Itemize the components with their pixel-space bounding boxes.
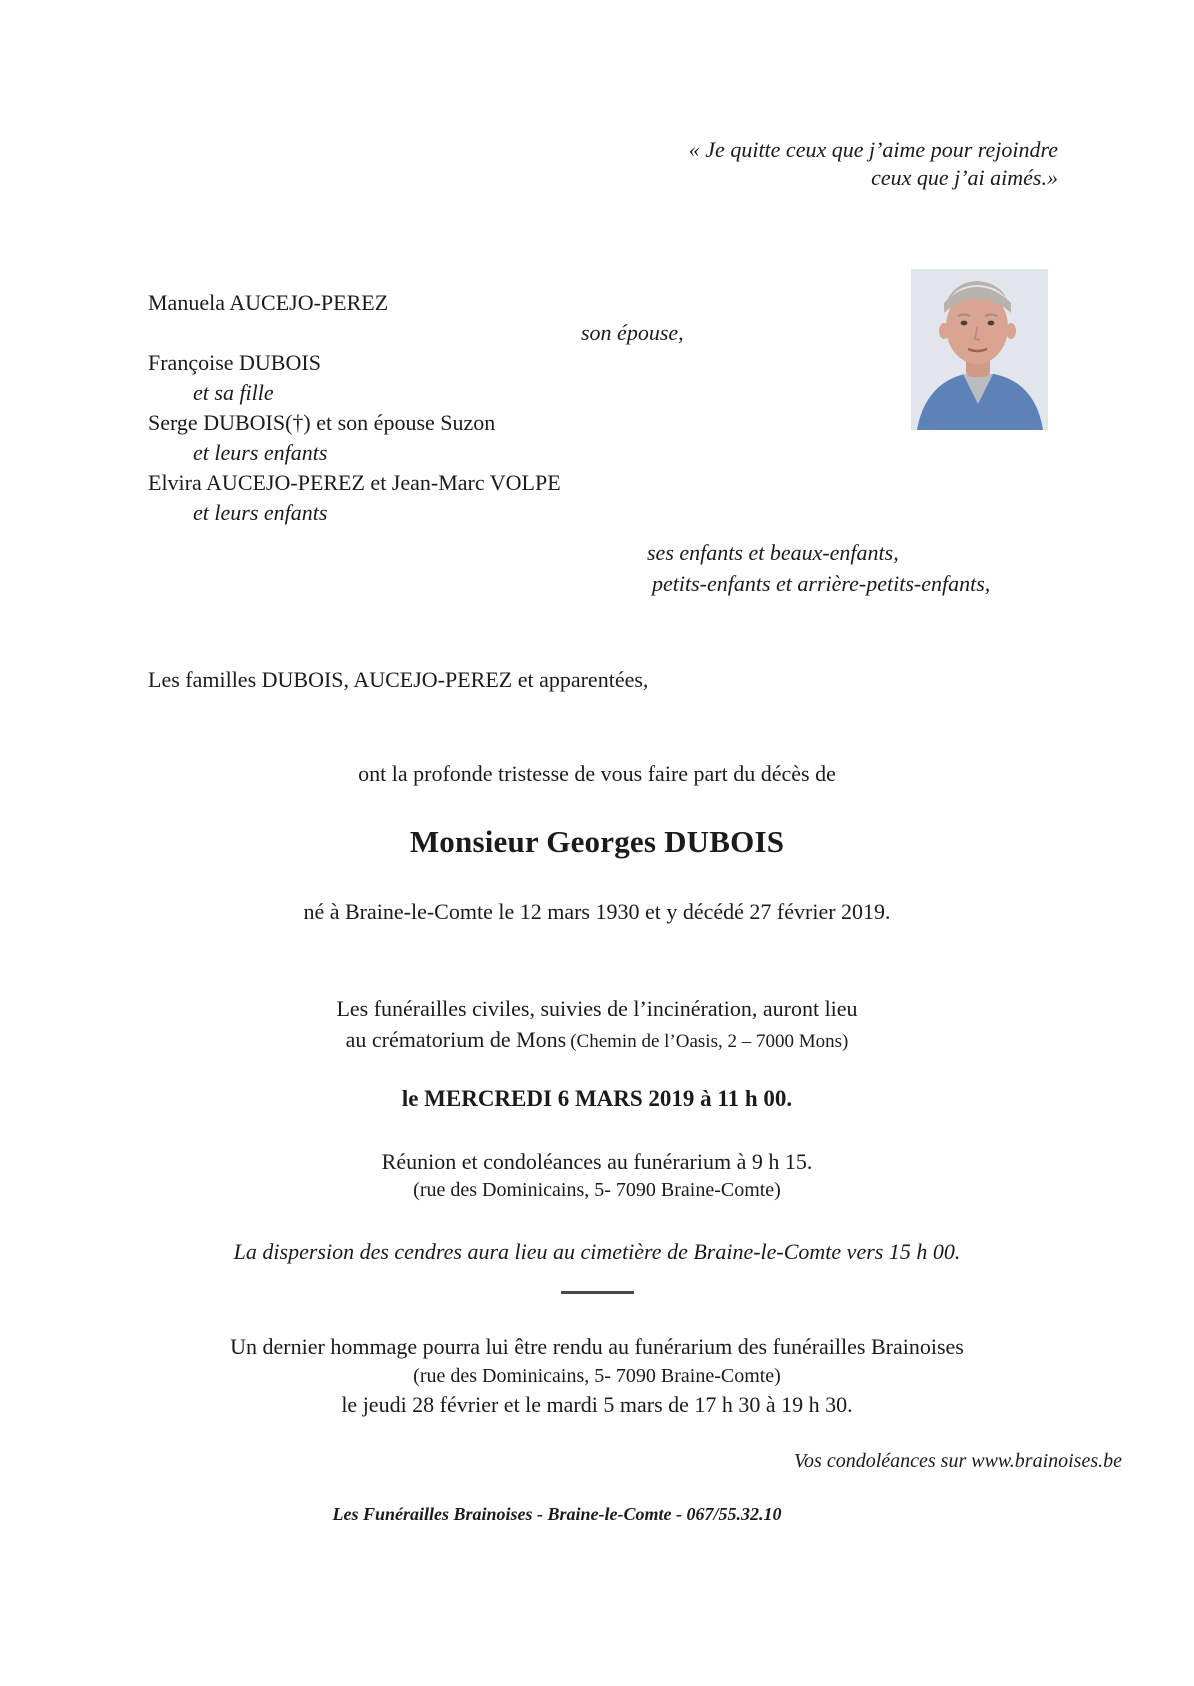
- portrait-photo-graphic: [911, 269, 1048, 430]
- ceremony-datetime: le MERCREDI 6 MARS 2019 à 11 h 00.: [401, 1086, 793, 1111]
- epigraph-line-1: « Je quitte ceux que j’aime pour rejoindre: [688, 137, 1058, 162]
- family-member-line: Elvira AUCEJO-PEREZ et Jean-Marc VOLPE: [148, 470, 561, 495]
- portrait-photo: [911, 269, 1048, 430]
- epigraph-line-2: ceux que j’ai aimés.»: [871, 165, 1058, 190]
- ceremony-line-1: Les funérailles civiles, suivies de l’incinération, auront lieu: [336, 996, 858, 1021]
- tribute-address: (rue des Dominicains, 5- 7090 Braine-Comte): [413, 1365, 781, 1387]
- tribute-times: le jeudi 28 février et le mardi 5 mars de 17 h 30 à 19 h 30.: [341, 1392, 853, 1417]
- family-member-line: Manuela AUCEJO-PEREZ: [148, 290, 389, 315]
- funeral-home-footer: Les Funérailles Brainoises - Braine-le-Comte - 067/55.32.10: [332, 1504, 782, 1524]
- ceremony-line-2: [0, 1024, 1194, 1057]
- birth-death-line: né à Braine-le-Comte le 12 mars 1930 et y décédé 27 février 2019.: [303, 899, 891, 924]
- gathering-line: Réunion et condoléances au funérarium à 9 h 15.: [381, 1149, 813, 1174]
- relationship-line: et leurs enfants: [193, 500, 328, 525]
- family-member-line: Françoise DUBOIS: [148, 350, 321, 375]
- online-condolences-line: Vos condoléances sur www.brainoises.be: [794, 1450, 1122, 1472]
- ceremony-details: [0, 993, 1194, 1057]
- deceased-name: Monsieur Georges DUBOIS: [409, 824, 785, 859]
- crematorium-address: (Chemin de l’Oasis, 2 – 7000 Mons): [570, 1031, 849, 1052]
- gathering-address: (rue des Dominicains, 5- 7090 Braine-Comte): [413, 1179, 781, 1201]
- epigraph-quote: [689, 136, 1058, 192]
- relationship-line: son épouse,: [581, 320, 684, 345]
- crematorium-text: au crématorium de Mons: [345, 1027, 567, 1052]
- section-divider: [561, 1291, 634, 1294]
- relationship-line: et leurs enfants: [193, 440, 328, 465]
- families-line: Les familles DUBOIS, AUCEJO-PEREZ et apparentées,: [148, 667, 649, 692]
- ashes-dispersion-line: La dispersion des cendres aura lieu au cimetière de Braine-le-Comte vers 15 h 00.: [233, 1239, 961, 1264]
- descendants-line-1: ses enfants et beaux-enfants,: [647, 540, 899, 565]
- descendants-lines: [647, 537, 990, 599]
- family-member-line: Serge DUBOIS(†) et son épouse Suzon: [148, 410, 496, 435]
- relationship-line: et sa fille: [193, 380, 274, 405]
- announcement-intro: ont la profonde tristesse de vous faire part du décès de: [358, 761, 836, 786]
- tribute-line: Un dernier hommage pourra lui être rendu au funérarium des funérailles Brainoises: [230, 1334, 964, 1359]
- mourning-family-list: [148, 288, 684, 528]
- descendants-line-2: petits-enfants et arrière-petits-enfants,: [652, 571, 991, 596]
